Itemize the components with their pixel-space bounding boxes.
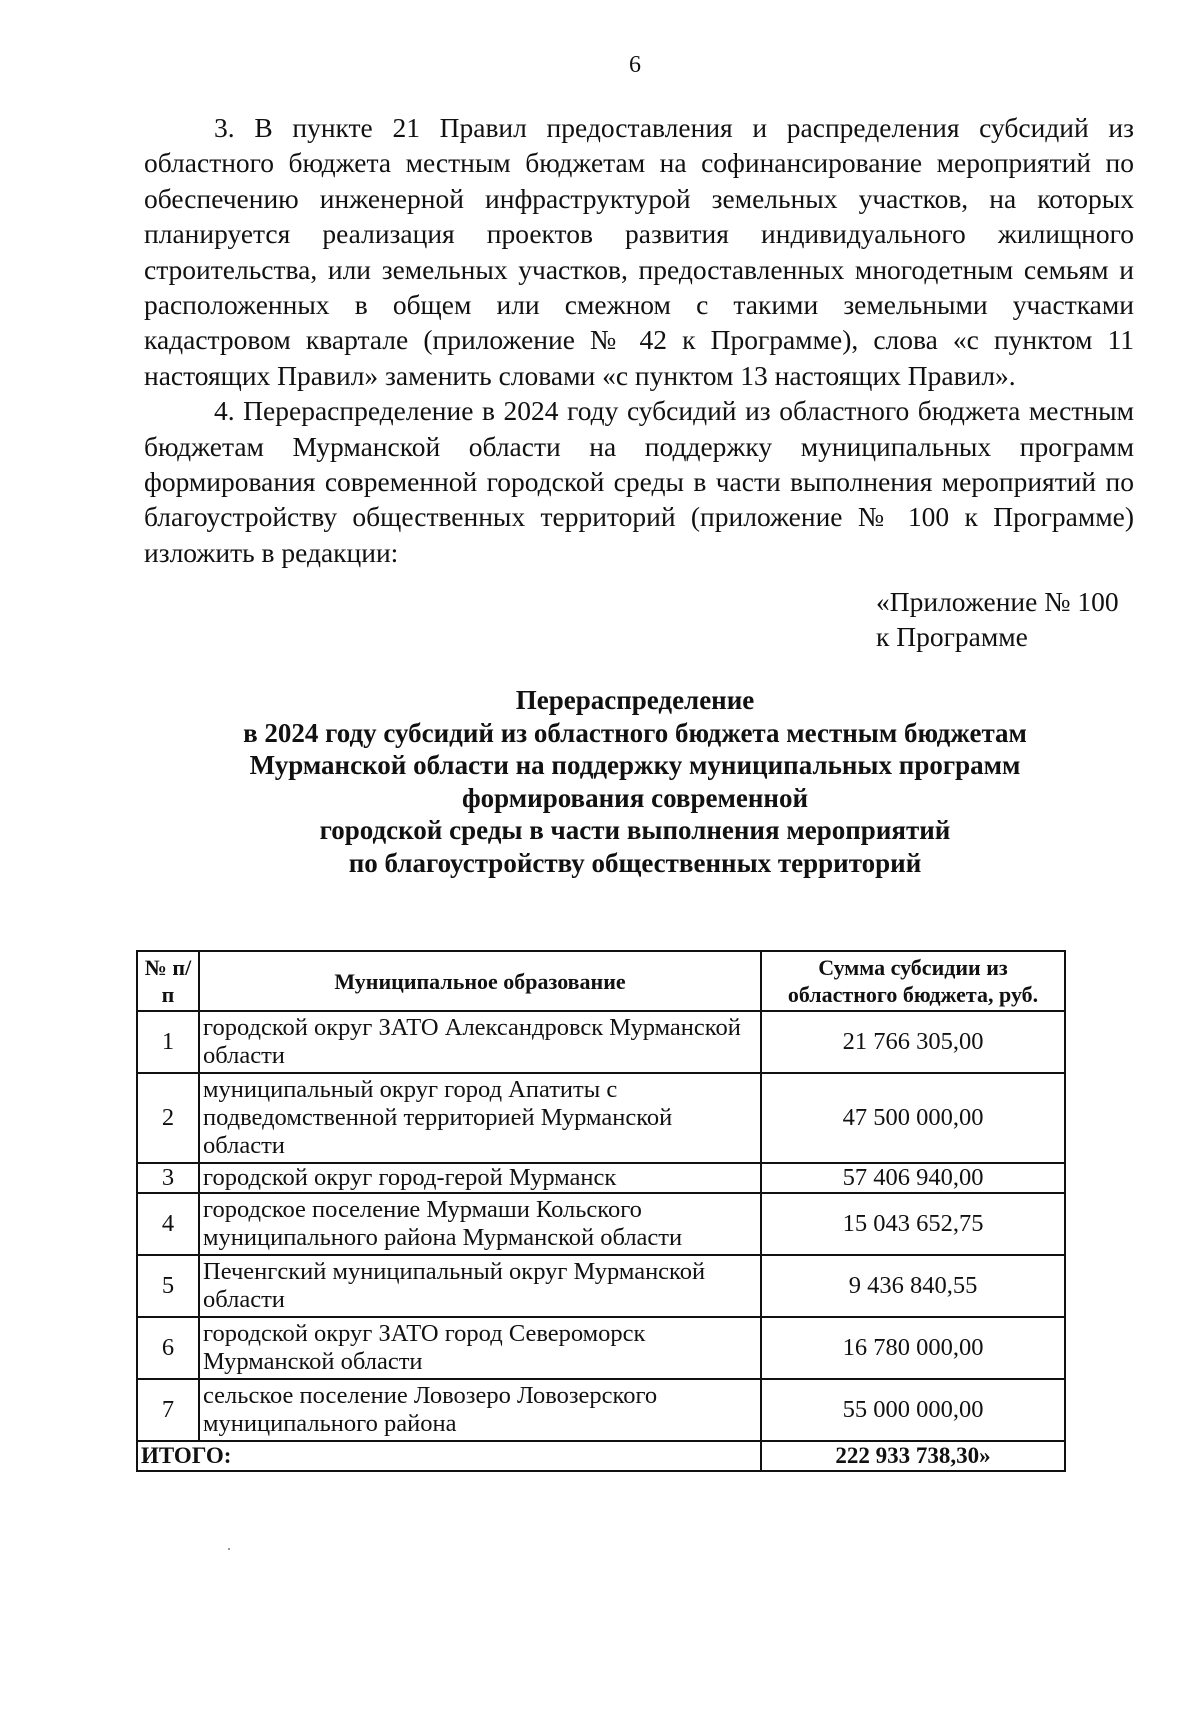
row-sum: 57 406 940,00	[761, 1163, 1065, 1193]
header-municipality: Муниципальное образование	[199, 951, 761, 1011]
heading-line-5: городской среды в части выполнения мероприятий	[319, 815, 951, 845]
scan-speck	[228, 1548, 230, 1550]
heading-line-1: Перераспределение	[515, 685, 755, 715]
row-num: 1	[137, 1011, 199, 1073]
paragraph-4: 4. Перераспределение в 2024 году субсидий из областного бюджета местным бюджетам Мурманской области на поддержку муниципальных программ формирования современной городской среды в части выполнения мероприятий по благоустройству общественных территорий (приложение № 100 к Программе) изложить в редакции:	[144, 395, 1134, 568]
page-number: 6	[629, 52, 641, 78]
subsidy-table	[136, 950, 1066, 1472]
paragraph-3: 3. В пункте 21 Правил предоставления и распределения субсидий из областного бюджета местным бюджетам на софинансирование мероприятий по обеспечению инженерной инфраструктурой земельных участков, на которых планируется реализация проектов развития индивидуального жилищного строительства, или земельных участков, предоставленных многодетным семьям и расположенных в общем или смежном с такими земельными участками кадастровом квартале (приложение № 42 к Программе), слова «с пунктом 11 настоящих Правил» заменить словами «с пунктом 13 настоящих Правил».	[144, 112, 1134, 391]
table-row	[137, 1317, 1065, 1379]
total-value: 222 933 738,30»	[761, 1441, 1065, 1471]
appendix-line-2: к Программе	[876, 621, 1028, 652]
appendix-reference	[876, 584, 1119, 654]
table-row	[137, 1193, 1065, 1255]
row-num: 3	[137, 1163, 199, 1193]
table-row	[137, 1163, 1065, 1193]
total-label: ИТОГО:	[137, 1441, 761, 1471]
row-sum: 15 043 652,75	[761, 1193, 1065, 1255]
header-num: № п/п	[137, 951, 199, 1011]
table-row	[137, 1255, 1065, 1317]
table-total-row	[137, 1441, 1065, 1471]
row-num: 6	[137, 1317, 199, 1379]
row-municipality: городской округ город-герой Мурманск	[199, 1163, 761, 1193]
row-municipality: муниципальный округ город Апатиты с подведомственной территорией Мурманской области	[199, 1073, 761, 1163]
body-text	[144, 110, 1134, 570]
row-num: 4	[137, 1193, 199, 1255]
heading-line-6: по благоустройству общественных территорий	[348, 847, 922, 878]
table-header-row	[137, 951, 1065, 1011]
row-sum: 55 000 000,00	[761, 1379, 1065, 1441]
heading-line-4: формирования современной	[461, 782, 809, 813]
heading-line-2: в 2024 году субсидий из областного бюджета местным бюджетам	[243, 717, 1027, 748]
row-sum: 21 766 305,00	[761, 1011, 1065, 1073]
heading-line-3: Мурманской области на поддержку муниципальных программ	[249, 750, 1021, 780]
table-row	[137, 1073, 1065, 1163]
row-sum: 47 500 000,00	[761, 1073, 1065, 1163]
row-num: 5	[137, 1255, 199, 1317]
appendix-line-1: «Приложение № 100	[876, 586, 1119, 617]
row-municipality: сельское поселение Ловозеро Ловозерского муниципального района	[199, 1379, 761, 1441]
table-row	[137, 1011, 1065, 1073]
row-num: 2	[137, 1073, 199, 1163]
table-row	[137, 1379, 1065, 1441]
row-municipality: городское поселение Мурмаши Кольского муниципального района Мурманской области	[199, 1193, 761, 1255]
row-sum: 16 780 000,00	[761, 1317, 1065, 1379]
row-num: 7	[137, 1379, 199, 1441]
row-municipality: городской округ ЗАТО город Североморск Мурманской области	[199, 1317, 761, 1379]
row-municipality: городской округ ЗАТО Александровск Мурманской области	[199, 1011, 761, 1073]
row-sum: 9 436 840,55	[761, 1255, 1065, 1317]
document-heading	[140, 684, 1130, 879]
row-municipality: Печенгский муниципальный округ Мурманской области	[199, 1255, 761, 1317]
header-sum: Сумма субсидии из областного бюджета, руб.	[761, 951, 1065, 1011]
